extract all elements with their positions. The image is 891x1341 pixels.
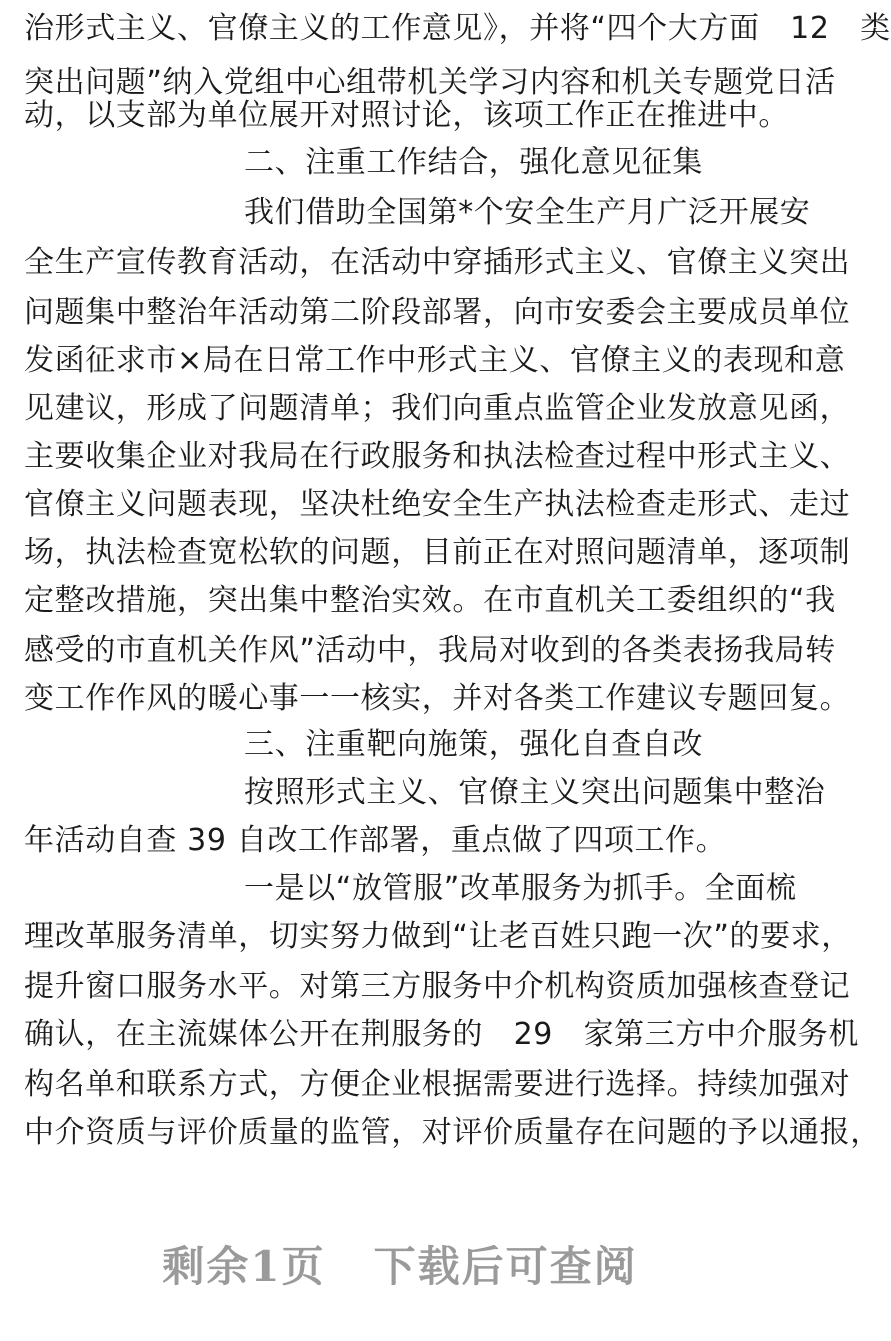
text-line: 按照形式主义、官僚主义突出问题集中整治 xyxy=(244,775,826,810)
text-line: 治形式主义、官僚主义的工作意见》，并将“四个大方面 12 类 xyxy=(24,11,891,46)
text-line: 感受的市直机关作风”活动中，我局对收到的各类表扬我局转 xyxy=(24,633,836,668)
text-line: 见建议，形成了问题清单；我们向重点监管企业发放意见函， xyxy=(24,391,851,426)
remaining-pages-label: 剩余1页 xyxy=(162,1242,326,1291)
text-line: 我们借助全国第*个安全生产月广泛开展安 xyxy=(244,195,811,230)
download-to-view-label: 下载后可查阅 xyxy=(373,1242,638,1291)
text-line: 动，以支部为单位展开对照讨论，该项工作正在推进中。 xyxy=(24,98,789,133)
download-banner[interactable] xyxy=(0,1232,800,1302)
section-heading: 二、注重工作结合，强化意见征集 xyxy=(244,145,703,180)
text-line: 主要收集企业对我局在行政服务和执法检查过程中形式主义、 xyxy=(24,439,851,474)
text-line: 问题集中整治年活动第二阶段部署，向市安委会主要成员单位 xyxy=(24,295,851,330)
text-line: 官僚主义问题表现，坚决杜绝安全生产执法检查走形式、走过 xyxy=(24,487,851,522)
text-line: 突出问题”纳入党组中心组带机关学习内容和机关专题党日活 xyxy=(24,65,836,100)
text-line: 定整改措施，突出集中整治实效。在市直机关工委组织的“我 xyxy=(24,583,836,618)
text-line: 一是以“放管服”改革服务为抓手。全面梳 xyxy=(244,871,797,906)
text-line: 年活动自查 39 自改工作部署，重点做了四项工作。 xyxy=(24,823,727,858)
section-heading: 三、注重靶向施策，强化自查自改 xyxy=(244,727,703,762)
text-line: 全生产宣传教育活动，在活动中穿插形式主义、官僚主义突出 xyxy=(24,245,851,280)
text-line: 提升窗口服务水平。对第三方服务中介机构资质加强核查登记 xyxy=(24,969,851,1004)
text-line: 构名单和联系方式，方便企业根据需要进行选择。持续加强对 xyxy=(24,1067,851,1102)
text-line: 中介资质与评价质量的监管，对评价质量存在问题的予以通报， xyxy=(24,1115,881,1150)
text-line: 理改革服务清单，切实努力做到“让老百姓只跑一次”的要求， xyxy=(24,919,852,954)
text-line: 变工作作风的暖心事一一核实，并对各类工作建议专题回复。 xyxy=(24,681,851,716)
text-line: 场，执法检查宽松软的问题，目前正在对照问题清单，逐项制 xyxy=(24,535,851,570)
text-line: 确认，在主流媒体公开在荆服务的 29 家第三方中介服务机 xyxy=(24,1017,859,1052)
text-line: 发函征求市×局在日常工作中形式主义、官僚主义的表现和意 xyxy=(24,343,846,378)
